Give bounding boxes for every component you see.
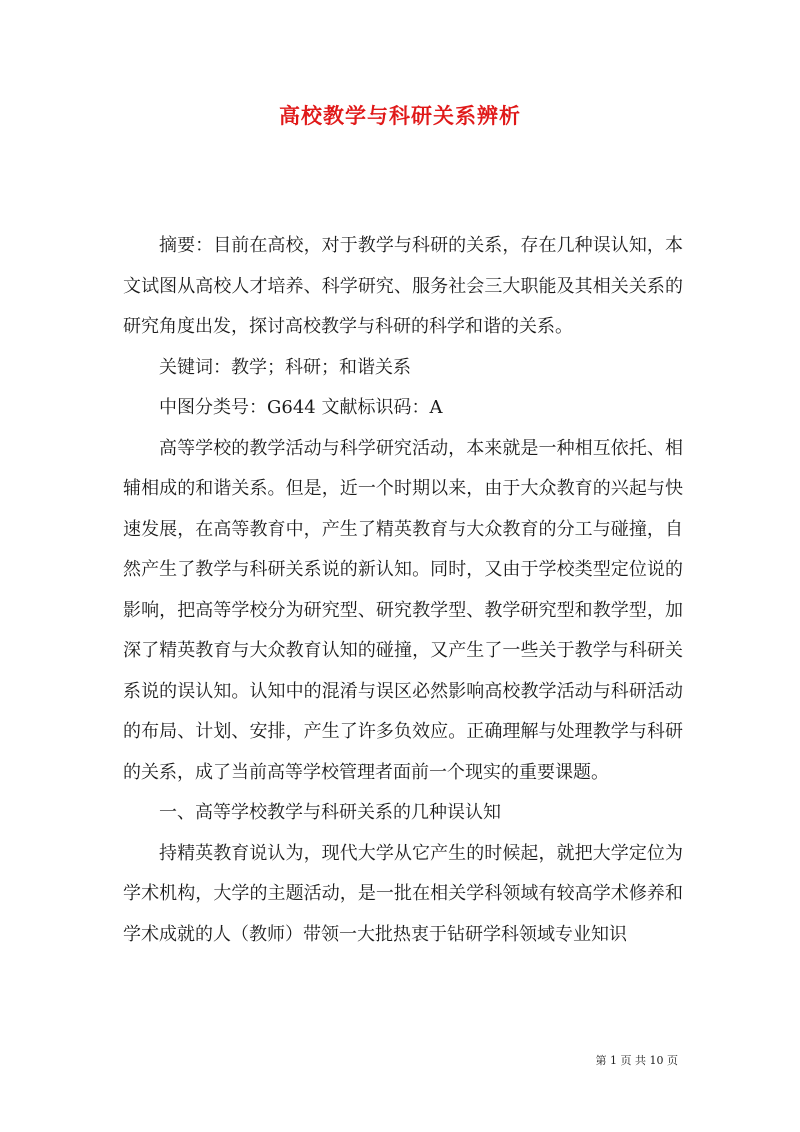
document-title: 高校教学与科研关系辨析 [279, 103, 521, 128]
body-paragraph: 高等学校的教学活动与科学研究活动，本来就是一种相互依托、相辅相成的和谐关系。但是，近一个时期以来，由于大众教育的兴起与快速发展，在高等教育中，产生了精英教育与大众教育的分工与碰撞，自然产生了教学与科研关系说的新认知。同时，又由于学校类型定位说的影响，把高等学校分为研究型、研究教学型、教学研究型和教学型，加深了精英教育与大众教育认知的碰撞，又产生了一些关于教学与科研关系说的误认知。认知中的混淆与误区必然影响高校教学活动与科研活动的布局、计划、安排，产生了许多负效应。正确理解与处理教学与科研的关系，成了当前高等学校管理者面前一个现实的重要课题。 [123, 437, 683, 783]
classification-paragraph: 中图分类号：G644 文献标识码：A [159, 397, 443, 418]
page-number-footer: 第 1 页 共 10 页 [595, 1054, 678, 1067]
body-paragraph: 持精英教育说认为，现代大学从它产生的时候起，就把大学定位为学术机构，大学的主题活动，是一批在相关学科领域有较高学术修养和学术成就的人（教师）带领一大批热衷于钻研学科领域专业知识 [123, 842, 683, 945]
document-body [123, 226, 683, 955]
abstract-paragraph: 摘要：目前在高校，对于教学与科研的关系，存在几种误认知，本文试图从高校人才培养、科学研究、服务社会三大职能及其相关关系的研究角度出发，探讨高校教学与科研的科学和谐的关系。 [123, 235, 683, 337]
keywords-paragraph: 关键词：教学；科研；和谐关系 [159, 356, 411, 378]
section-heading: 一、高等学校教学与科研关系的几种误认知 [159, 802, 501, 823]
